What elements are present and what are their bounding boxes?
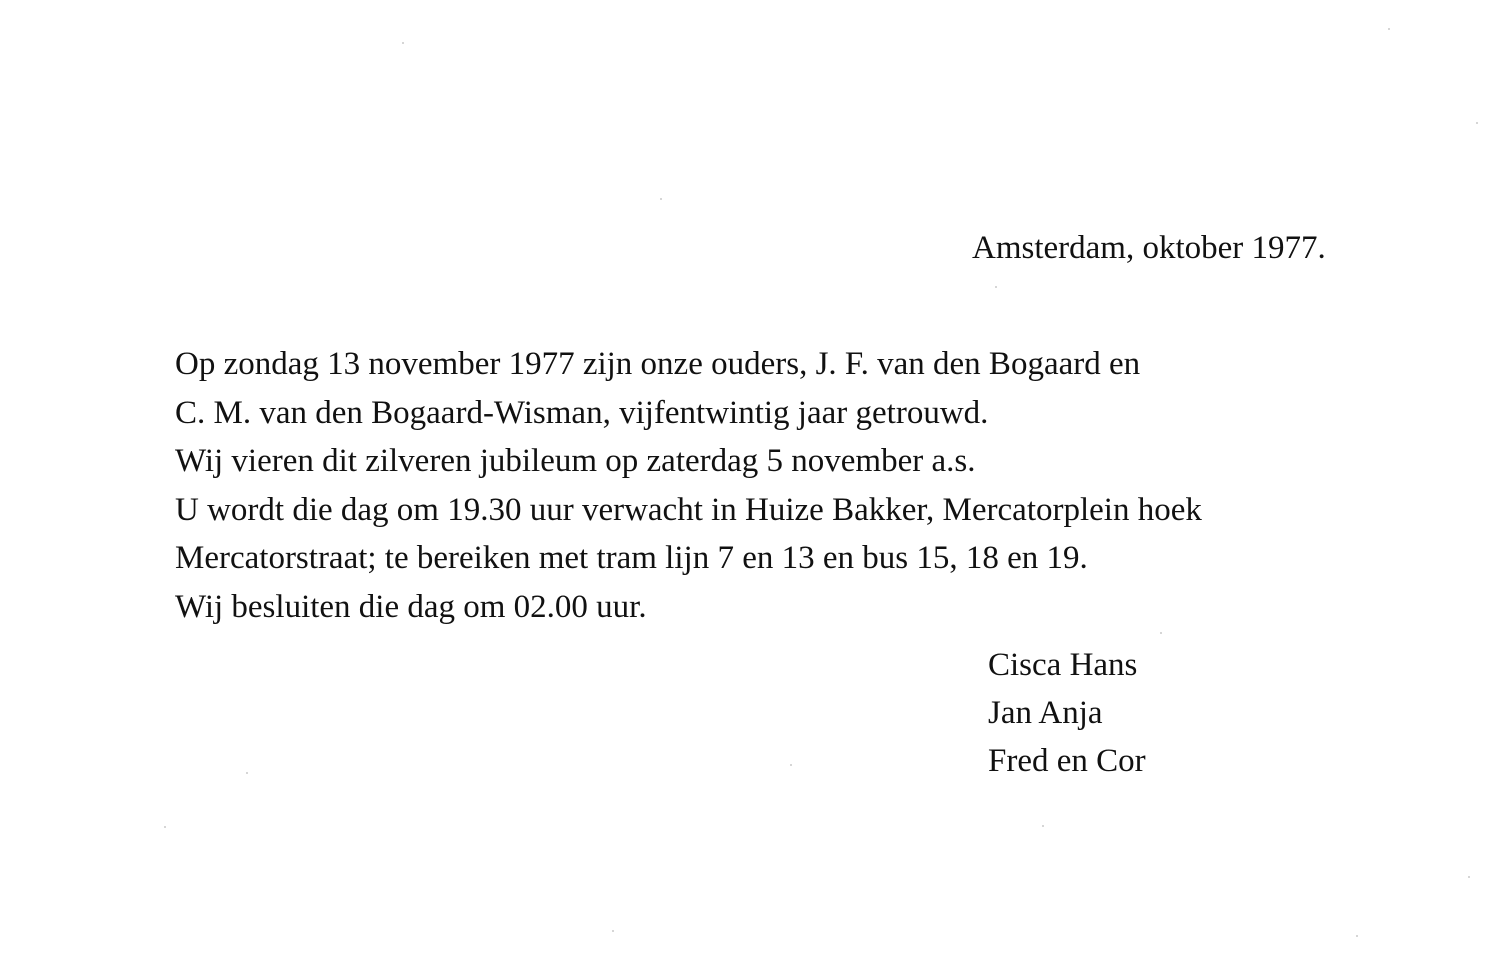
- paper-speck: [246, 772, 248, 774]
- body-line: Op zondag 13 november 1977 zijn onze ouders, J. F. van den Bogaard en: [175, 346, 1141, 382]
- paper-speck: [1042, 825, 1044, 827]
- paper-speck: [164, 826, 166, 828]
- paper-speck: [1476, 122, 1478, 124]
- paper-speck: [660, 198, 662, 200]
- signature-line: Jan Anja: [988, 695, 1103, 731]
- signature-line: Fred en Cor: [988, 743, 1146, 779]
- paper-speck: [402, 42, 404, 44]
- signature-block: [988, 645, 1146, 789]
- body-line: Mercatorstraat; te bereiken met tram lijn 7 en 13 en bus 15, 18 en 19.: [175, 540, 1088, 576]
- dateline: Amsterdam, oktober 1977.: [972, 230, 1326, 266]
- paper-speck: [1468, 876, 1470, 878]
- paper-speck: [1356, 935, 1358, 937]
- paper-speck: [995, 286, 997, 288]
- letter-body: [175, 344, 1375, 635]
- body-line: U wordt die dag om 19.30 uur verwacht in Huize Bakker, Mercatorplein hoek: [175, 491, 1202, 528]
- paper-speck: [1388, 28, 1390, 30]
- paper-speck: [790, 764, 792, 766]
- paper-speck: [612, 930, 614, 932]
- body-line: Wij vieren dit zilveren jubileum op zaterdag 5 november a.s.: [175, 443, 976, 479]
- body-line: Wij besluiten die dag om 02.00 uur.: [175, 588, 647, 625]
- body-line: C. M. van den Bogaard-Wisman, vijfentwintig jaar getrouwd.: [175, 394, 989, 431]
- signature-line: Cisca Hans: [988, 647, 1138, 683]
- paper-speck: [1160, 632, 1162, 634]
